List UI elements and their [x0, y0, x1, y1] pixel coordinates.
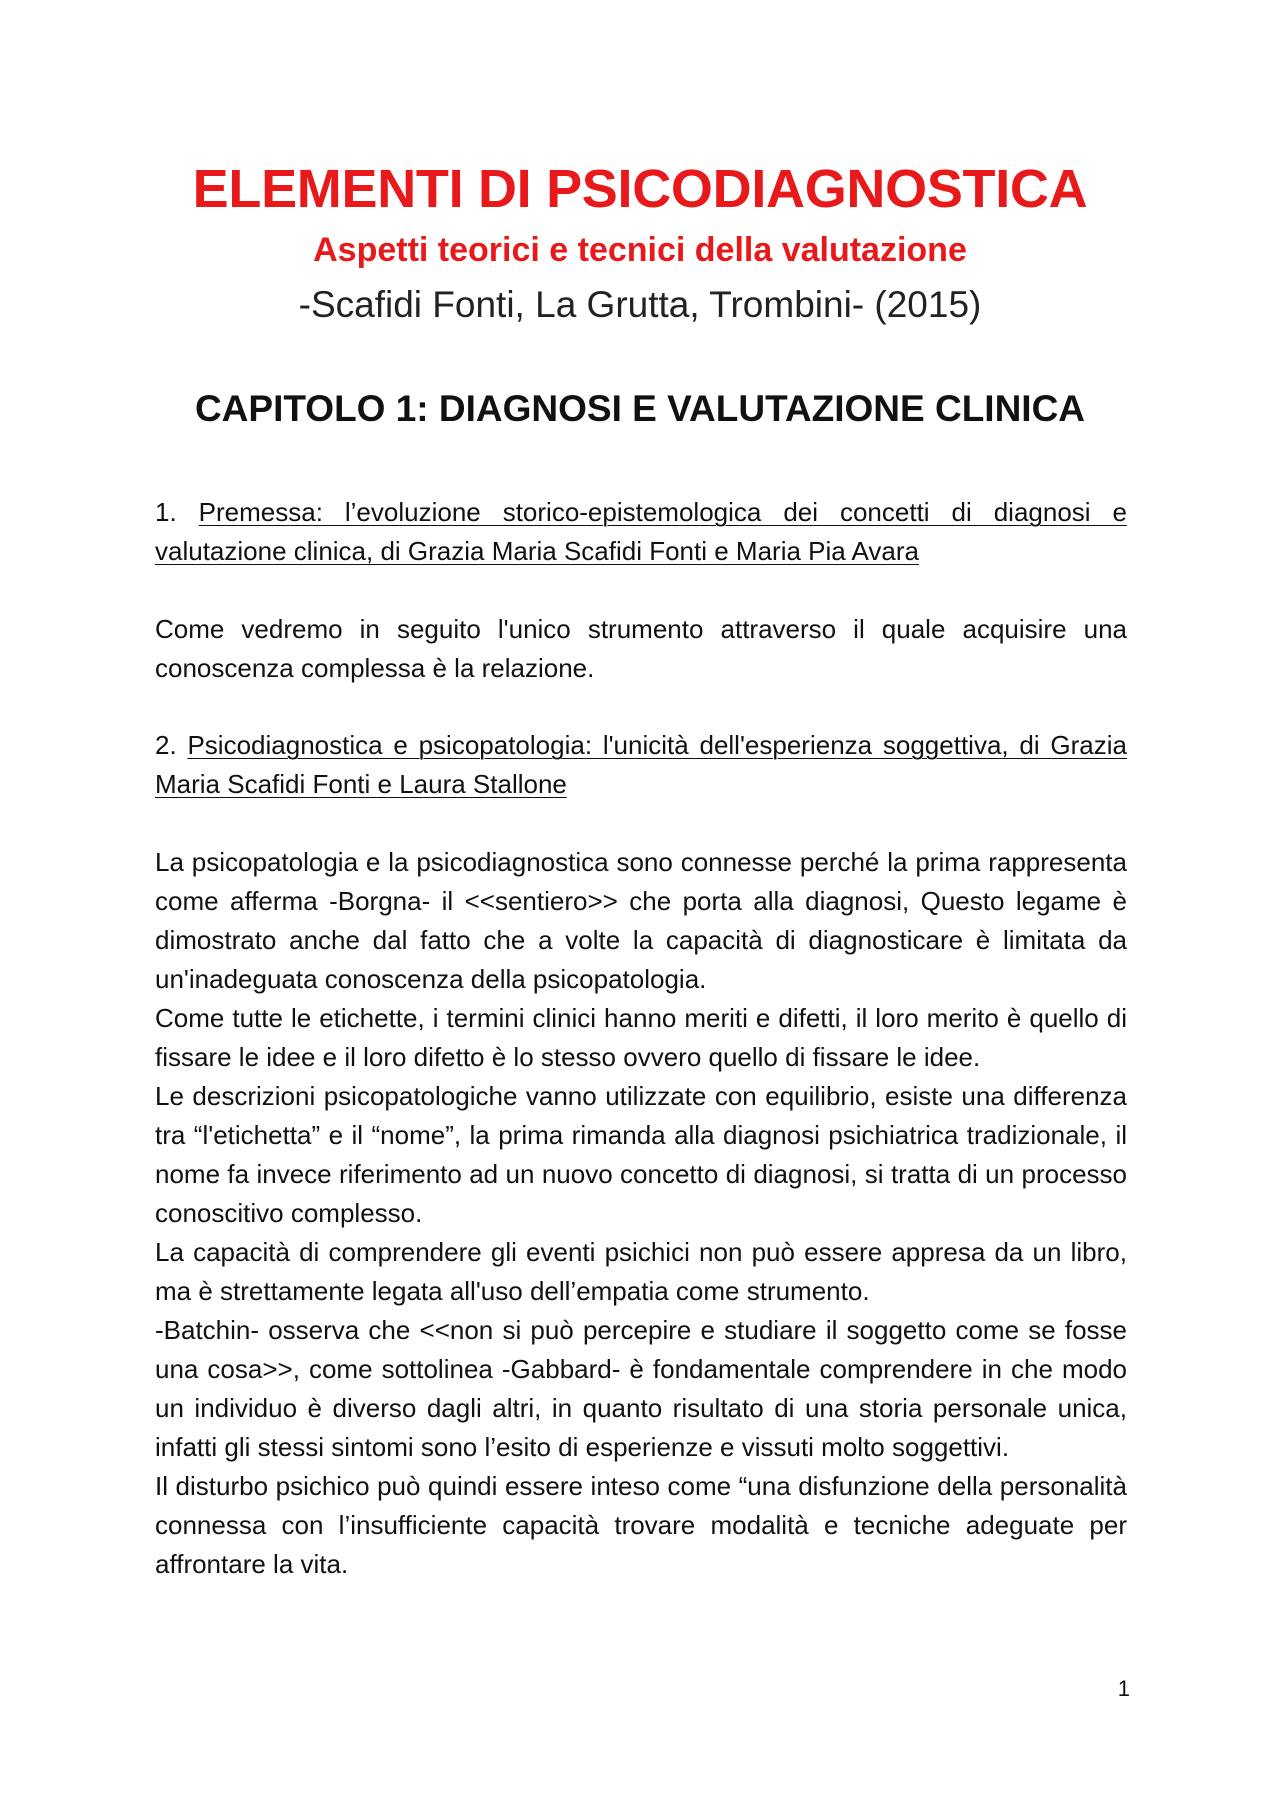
paragraph: La capacità di comprendere gli eventi psichici non può essere appresa da un libro, ma è strettamente legata all'uso dell’empatia come strumento.: [155, 1237, 1127, 1306]
section-2-title: Psicodiagnostica e psicopatologia: l'unicità dell'esperienza soggettiva, di Grazia Maria Scafidi Fonti e Laura Stallone: [155, 730, 1127, 799]
section-2-number: 2.: [155, 730, 177, 760]
page-number: 1: [1117, 1676, 1130, 1701]
section-1-paragraph: Come vedremo in seguito l'unico strumento attraverso il quale acquisire una conoscenza complessa è la relazione.: [155, 614, 1127, 683]
paragraph: Le descrizioni psicopatologiche vanno utilizzate con equilibrio, esiste una differenza tra “l'etichetta” e il “nome”, la prima rimanda alla diagnosi psichiatrica tradizionale, il nome fa invece riferimento ad un nuovo concetto di diagnosi, si tratta di un processo conoscitivo complesso.: [155, 1081, 1127, 1228]
paragraph: Il disturbo psichico può quindi essere inteso come “una disfunzione della personalità connessa con l’insufficiente capacità trovare modalità e tecniche adeguate per affrontare la vita.: [155, 1471, 1127, 1579]
section-1-title: Premessa: l’evoluzione storico-epistemologica dei concetti di diagnosi e valutazione clinica, di Grazia Maria Scafidi Fonti e Maria Pia Avara: [155, 497, 1127, 566]
document-subtitle: Aspetti teorici e tecnici della valutazione: [313, 231, 967, 269]
document-authors: -Scafidi Fonti, La Grutta, Trombini- (2015): [298, 284, 982, 325]
section-2-body: [155, 843, 1127, 1584]
paragraph: -Batchin- osserva che <<non si può percepire e studiare il soggetto come se fosse una cosa>>, come sottolinea -Gabbard- è fondamentale comprendere in che modo un individuo è diverso dagli altri, in quanto risultato di una storia personale unica, infatti gli stessi sintomi sono l’esito di esperienze e vissuti molto soggettivi.: [155, 1315, 1127, 1462]
document-title: ELEMENTI DI PSICODIAGNOSTICA: [192, 159, 1088, 219]
section-1-heading: [155, 493, 1127, 571]
paragraph: La psicopatologia e la psicodiagnostica sono connesse perché la prima rappresenta come afferma -Borgna- il <<sentiero>> che porta alla diagnosi, Questo legame è dimostrato anche dal fatto che a volte la capacità di diagnosticare è limitata da un'inadeguata conoscenza della psicopatologia.: [155, 847, 1127, 994]
section-1-number: 1.: [155, 497, 177, 527]
chapter-heading: CAPITOLO 1: DIAGNOSI E VALUTAZIONE CLINICA: [194, 388, 1086, 429]
section-2-heading: [155, 726, 1127, 804]
paragraph: Come tutte le etichette, i termini clinici hanno meriti e difetti, il loro merito è quello di fissare le idee e il loro difetto è lo stesso ovvero quello di fissare le idee.: [155, 1003, 1127, 1072]
